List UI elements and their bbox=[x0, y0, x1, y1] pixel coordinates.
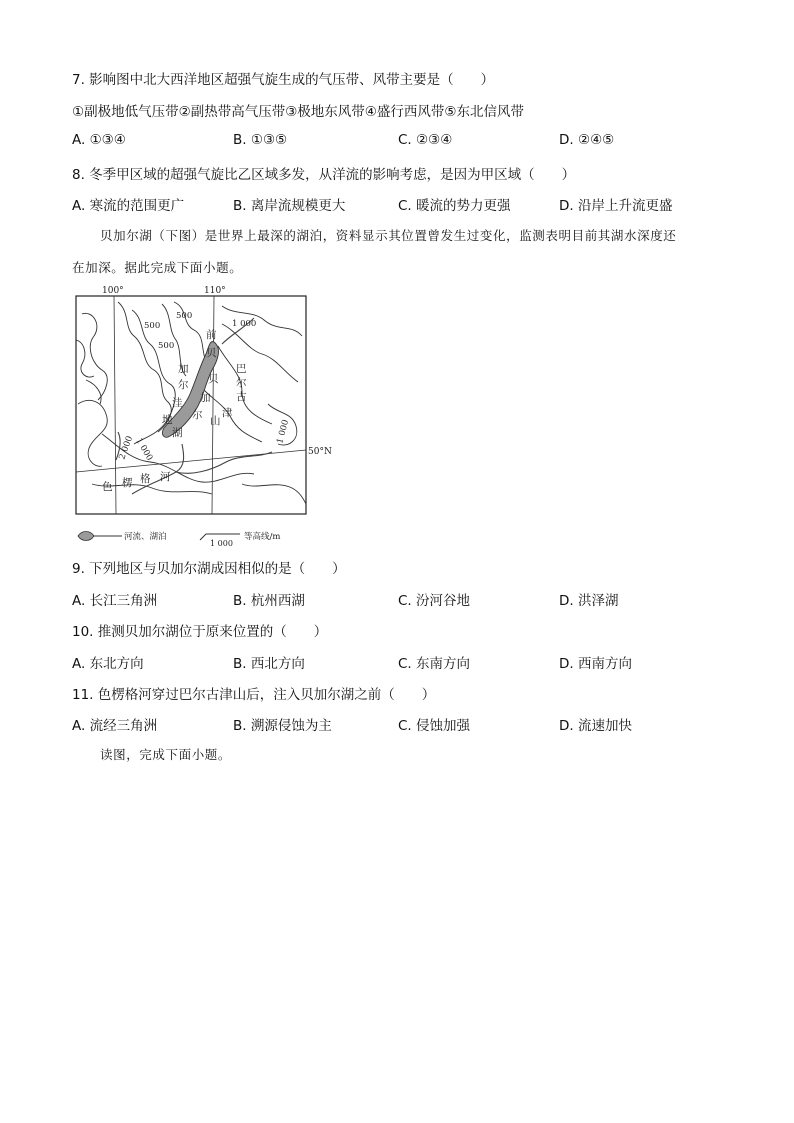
q7-option-a: A. ①③④ bbox=[72, 132, 126, 148]
q7-stem: 7. 影响图中北大西洋地区超强气旋生成的气压带、风带主要是（ ） bbox=[72, 72, 495, 88]
contour-label: 2 000 bbox=[117, 434, 136, 462]
contour-label: 500 bbox=[176, 311, 193, 321]
q8-option-c: C. 暖流的势力更强 bbox=[398, 198, 511, 214]
closing-instruction: 读图，完成下面小题。 bbox=[100, 747, 232, 762]
label-wa: 洼 bbox=[172, 397, 183, 409]
label-er2: 尔 bbox=[178, 379, 189, 391]
contour-label: 500 bbox=[144, 321, 161, 331]
q10-stem: 10. 推测贝加尔湖位于原来位置的（ ） bbox=[72, 624, 328, 640]
q9-option-c: C. 汾河谷地 bbox=[398, 593, 471, 609]
legend-contour-label: 等高线/m bbox=[244, 532, 281, 542]
label-ge: 格 bbox=[140, 473, 151, 485]
q7-option-d: D. ②④⑤ bbox=[559, 132, 615, 148]
label-jia: 加 bbox=[178, 363, 189, 375]
lon-label-110: 110° bbox=[204, 286, 226, 296]
passage-line-1: 贝加尔湖（下图）是世界上最深的湖泊，资料显示其位置曾发生过变化，监测表明目前其湖水深度还 bbox=[100, 228, 677, 243]
q9-option-b: B. 杭州西湖 bbox=[233, 593, 305, 609]
legend-river-lake-label: 河流、湖泊 bbox=[124, 532, 167, 542]
q8-option-a: A. 寒流的范围更广 bbox=[72, 198, 185, 214]
contour-label: 1 000 bbox=[275, 418, 292, 445]
label-hu: 湖 bbox=[172, 427, 183, 439]
lat-label-50n: 50°N bbox=[308, 447, 332, 457]
q11-option-c: C. 侵蚀加强 bbox=[398, 718, 471, 734]
q9-stem: 9. 下列地区与贝加尔湖成因相似的是（ ） bbox=[72, 561, 346, 577]
label-ba: 巴 bbox=[236, 363, 247, 375]
label-gu: 古 bbox=[236, 391, 247, 403]
parallel-50n bbox=[76, 450, 306, 472]
q9-option-a: A. 长江三角洲 bbox=[72, 593, 158, 609]
q11-option-a: A. 流经三角洲 bbox=[72, 718, 158, 734]
map-legend bbox=[78, 531, 280, 548]
label-er3: 尔 bbox=[192, 409, 203, 421]
q11-option-b: B. 溯源侵蚀为主 bbox=[233, 718, 332, 734]
contour-label: 1 000 bbox=[232, 319, 257, 329]
q10-option-b: B. 西北方向 bbox=[233, 656, 305, 672]
contour-label: 1 000 bbox=[133, 436, 155, 463]
q8-option-b: B. 离岸流规模更大 bbox=[233, 198, 346, 214]
label-se: 色 bbox=[102, 481, 113, 493]
q7-items: ①副极地低气压带②副热带高气压带③极地东风带④盛行西风带⑤东北信风带 bbox=[72, 104, 525, 120]
q8-stem: 8. 冬季甲区域的超强气旋比乙区域多发，从洋流的影响考虑，是因为甲区域（ ） bbox=[72, 167, 576, 183]
legend-river-lake-symbol bbox=[78, 532, 94, 541]
legend-contour-value: 1 000 bbox=[210, 539, 233, 548]
label-er: 尔 bbox=[236, 377, 247, 389]
label-shan: 山 bbox=[210, 415, 221, 427]
label-jin: 津 bbox=[222, 407, 233, 419]
label-bei: 贝 bbox=[206, 347, 217, 359]
meridian-100 bbox=[114, 296, 116, 514]
q10-option-a: A. 东北方向 bbox=[72, 656, 144, 672]
q10-option-d: D. 西南方向 bbox=[559, 656, 632, 672]
q11-option-d: D. 流速加快 bbox=[559, 718, 632, 734]
baikal-map bbox=[72, 284, 334, 548]
label-bei2: 贝 bbox=[208, 373, 219, 385]
q11-stem: 11. 色楞格河穿过巴尔古津山后，注入贝加尔湖之前（ ） bbox=[72, 687, 436, 703]
q7-option-c: C. ②③④ bbox=[398, 132, 453, 148]
contour-label: 500 bbox=[158, 341, 175, 351]
passage-line-2: 在加深。据此完成下面小题。 bbox=[72, 260, 243, 275]
q10-option-c: C. 东南方向 bbox=[398, 656, 471, 672]
label-leng: 楞 bbox=[122, 477, 133, 489]
label-he: 河 bbox=[160, 471, 171, 483]
label-qian: 前 bbox=[206, 329, 217, 341]
label-jia2: 加 bbox=[200, 392, 211, 404]
lon-label-100: 100° bbox=[102, 286, 124, 296]
q8-option-d: D. 沿岸上升流更盛 bbox=[559, 198, 673, 214]
label-di: 地 bbox=[162, 414, 173, 426]
q9-option-d: D. 洪泽湖 bbox=[559, 593, 619, 609]
q7-option-b: B. ①③⑤ bbox=[233, 132, 288, 148]
